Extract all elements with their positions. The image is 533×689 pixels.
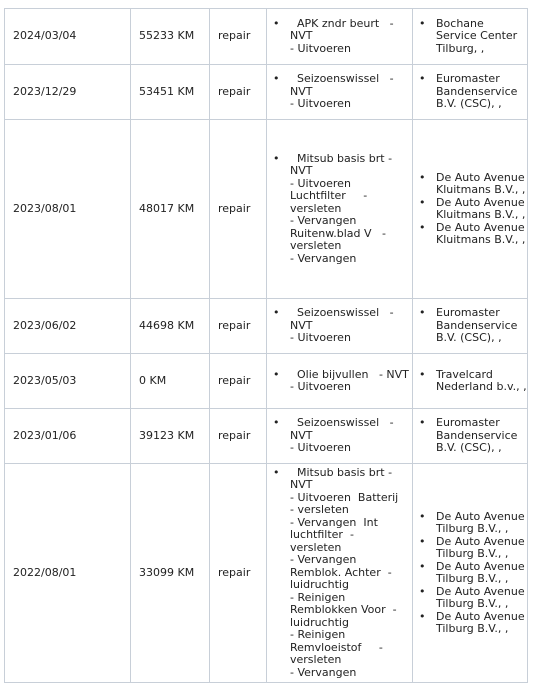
location-list <box>413 511 527 636</box>
bullet-icon: • <box>273 367 280 381</box>
location-text: Bochane Service Center Tilburg, , <box>436 16 518 55</box>
location-text: Euromaster Bandenservice B.V. (CSC), , <box>436 416 518 455</box>
bullet-icon: • <box>419 416 426 430</box>
task-list <box>267 307 412 345</box>
location-cell <box>413 409 528 464</box>
tasks-cell <box>267 120 413 299</box>
table-row <box>5 354 528 409</box>
location-text: De Auto Avenue Tilburg B.V., , <box>436 534 525 560</box>
task-text: Seizoenswissel - NVT - Uitvoeren <box>290 306 394 345</box>
type-cell: repair <box>210 409 267 464</box>
list-item <box>413 586 527 611</box>
mileage-cell: 53451 KM <box>131 65 210 120</box>
list-item <box>413 611 527 636</box>
bullet-icon: • <box>273 151 280 165</box>
list-item <box>413 307 527 345</box>
tasks-cell <box>267 9 413 65</box>
list-item <box>413 197 527 222</box>
list-item <box>413 73 527 111</box>
list-item <box>413 561 527 586</box>
bullet-icon: • <box>273 306 280 320</box>
table-row <box>5 464 528 683</box>
task-list <box>267 369 412 394</box>
list-item <box>267 153 412 266</box>
mileage-cell: 44698 KM <box>131 299 210 354</box>
location-text: Euromaster Bandenservice B.V. (CSC), , <box>436 72 518 111</box>
tasks-cell <box>267 65 413 120</box>
location-cell <box>413 9 528 65</box>
date-cell: 2023/01/06 <box>5 409 131 464</box>
bullet-icon: • <box>419 609 426 623</box>
bullet-icon: • <box>419 195 426 209</box>
table-row <box>5 409 528 464</box>
location-text: De Auto Avenue Tilburg B.V., , <box>436 559 525 585</box>
tasks-cell <box>267 464 413 683</box>
bullet-icon: • <box>273 416 280 430</box>
location-text: De Auto Avenue Tilburg B.V., , <box>436 609 525 635</box>
location-cell <box>413 299 528 354</box>
bullet-icon: • <box>419 534 426 548</box>
bullet-icon: • <box>419 170 426 184</box>
location-text: Travelcard Nederland b.v., , <box>436 367 527 393</box>
maintenance-history-body <box>5 9 528 683</box>
table-row <box>5 299 528 354</box>
task-list <box>267 467 412 680</box>
date-cell: 2023/08/01 <box>5 120 131 299</box>
list-item <box>413 18 527 56</box>
bullet-icon: • <box>273 72 280 86</box>
type-cell: repair <box>210 9 267 65</box>
maintenance-history-table <box>4 8 528 683</box>
list-item <box>413 536 527 561</box>
location-list <box>413 18 527 56</box>
bullet-icon: • <box>419 16 426 30</box>
task-list <box>267 18 412 56</box>
type-cell: repair <box>210 299 267 354</box>
list-item <box>267 73 412 111</box>
task-text: Seizoenswissel - NVT - Uitvoeren <box>290 416 394 455</box>
bullet-icon: • <box>419 559 426 573</box>
mileage-cell: 48017 KM <box>131 120 210 299</box>
task-list <box>267 153 412 266</box>
mileage-cell: 0 KM <box>131 354 210 409</box>
location-list <box>413 307 527 345</box>
bullet-icon: • <box>419 306 426 320</box>
mileage-cell: 55233 KM <box>131 9 210 65</box>
bullet-icon: • <box>419 72 426 86</box>
location-text: De Auto Avenue Kluitmans B.V., , <box>436 220 526 246</box>
date-cell: 2022/08/01 <box>5 464 131 683</box>
bullet-icon: • <box>419 584 426 598</box>
list-item <box>267 18 412 56</box>
table-row <box>5 9 528 65</box>
list-item <box>267 417 412 455</box>
mileage-cell: 39123 KM <box>131 409 210 464</box>
date-cell: 2023/06/02 <box>5 299 131 354</box>
type-cell: repair <box>210 120 267 299</box>
task-text: Mitsub basis brt - NVT - Uitvoeren Luchtfilter - versleten - Vervangen Ruitenw.blad V - versleten - Vervangen <box>290 151 393 265</box>
location-text: Euromaster Bandenservice B.V. (CSC), , <box>436 306 518 345</box>
location-list <box>413 73 527 111</box>
bullet-icon: • <box>419 220 426 234</box>
tasks-cell <box>267 354 413 409</box>
location-cell <box>413 120 528 299</box>
list-item <box>413 172 527 197</box>
task-list <box>267 417 412 455</box>
location-text: De Auto Avenue Kluitmans B.V., , <box>436 170 526 196</box>
type-cell: repair <box>210 464 267 683</box>
mileage-cell: 33099 KM <box>131 464 210 683</box>
task-text: Seizoenswissel - NVT - Uitvoeren <box>290 72 394 111</box>
location-cell <box>413 354 528 409</box>
date-cell: 2023/05/03 <box>5 354 131 409</box>
bullet-icon: • <box>419 509 426 523</box>
task-list <box>267 73 412 111</box>
list-item <box>267 369 412 394</box>
bullet-icon: • <box>273 465 280 479</box>
list-item <box>267 307 412 345</box>
type-cell: repair <box>210 65 267 120</box>
type-cell: repair <box>210 354 267 409</box>
list-item <box>413 511 527 536</box>
tasks-cell <box>267 299 413 354</box>
location-list <box>413 417 527 455</box>
list-item <box>267 467 412 680</box>
task-text: APK zndr beurt - NVT - Uitvoeren <box>290 16 394 55</box>
location-text: De Auto Avenue Tilburg B.V., , <box>436 584 525 610</box>
date-cell: 2023/12/29 <box>5 65 131 120</box>
location-cell <box>413 464 528 683</box>
location-text: De Auto Avenue Tilburg B.V., , <box>436 509 525 535</box>
task-text: Mitsub basis brt - NVT - Uitvoeren Batterij - versleten - Vervangen Int luchtfilter - versleten - Vervangen Remblok. Achter - luidruchtig - Reinigen Remblokken Voor - luidruchtig - Reinigen Remvloeistof - versleten - Vervangen <box>290 465 399 679</box>
location-cell <box>413 65 528 120</box>
list-item <box>413 369 527 394</box>
table-row <box>5 120 528 299</box>
table-row <box>5 65 528 120</box>
location-text: De Auto Avenue Kluitmans B.V., , <box>436 195 526 221</box>
location-list <box>413 369 527 394</box>
list-item <box>413 222 527 247</box>
bullet-icon: • <box>273 16 280 30</box>
bullet-icon: • <box>419 367 426 381</box>
location-list <box>413 172 527 247</box>
list-item <box>413 417 527 455</box>
tasks-cell <box>267 409 413 464</box>
task-text: Olie bijvullen - NVT - Uitvoeren <box>290 367 409 393</box>
date-cell: 2024/03/04 <box>5 9 131 65</box>
